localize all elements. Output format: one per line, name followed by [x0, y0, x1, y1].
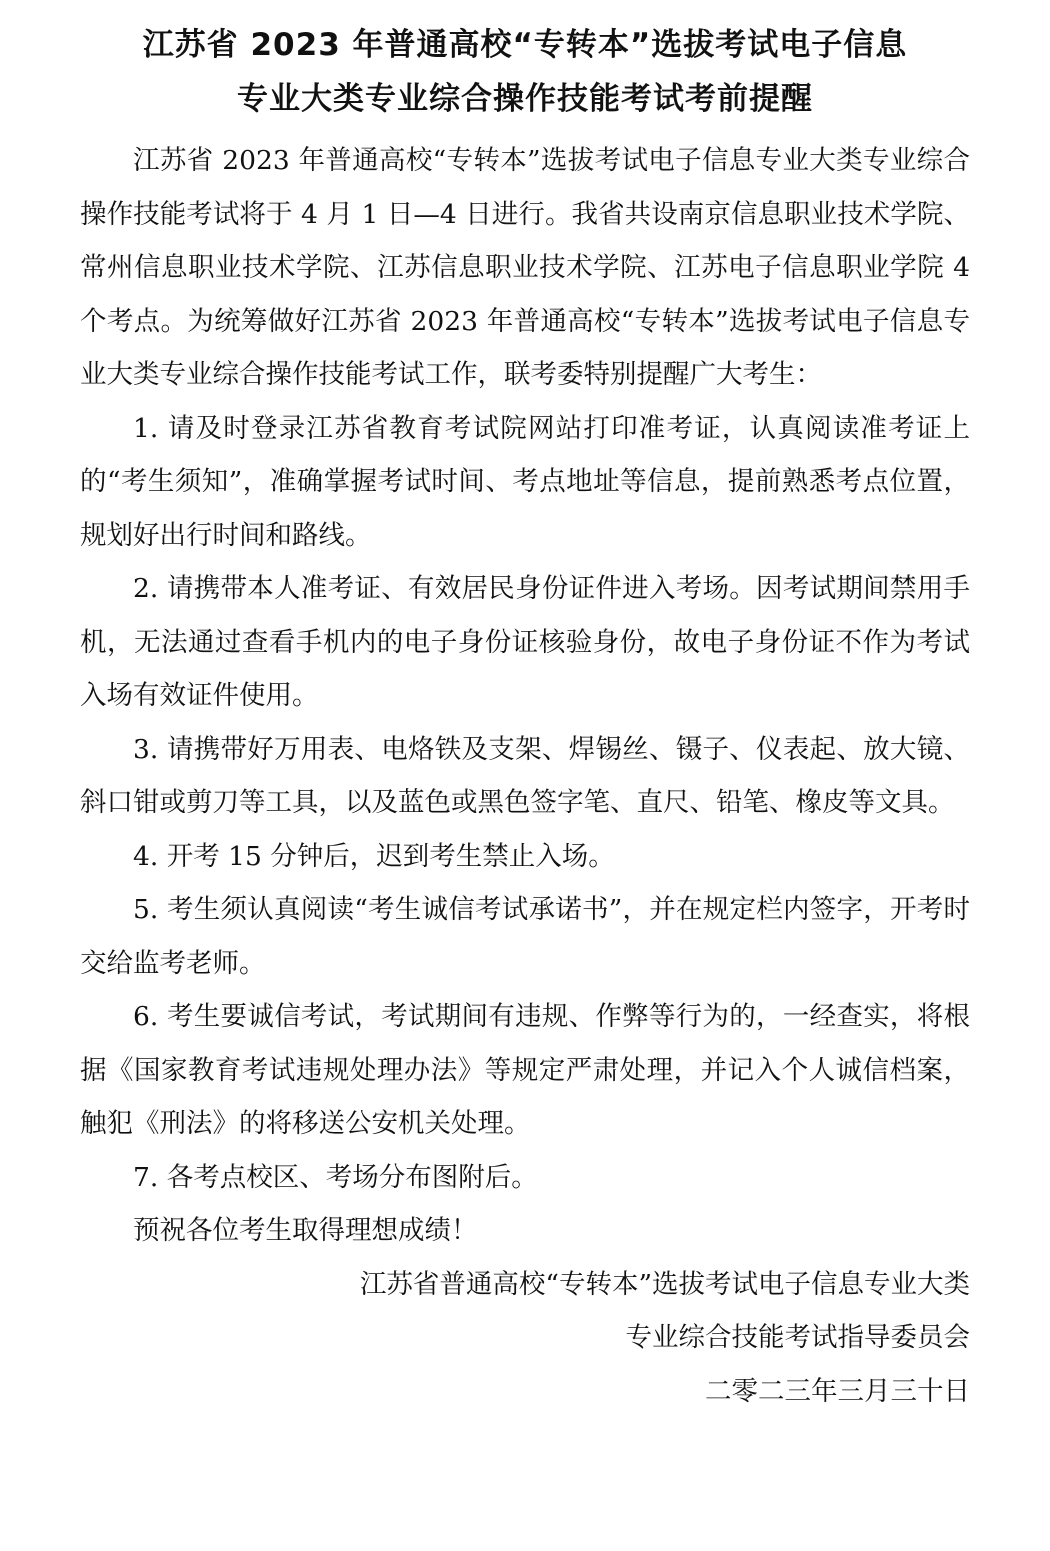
document-title [80, 18, 970, 126]
list-item-1: 1. 请及时登录江苏省教育考试院网站打印准考证，认真阅读准考证上的“考生须知”，准确掌握考试时间、考点地址等信息，提前熟悉考点位置，规划好出行时间和路线。 [80, 412, 970, 551]
list-item-5: 5. 考生须认真阅读“考生诚信考试承诺书”，并在规定栏内签字，开考时交给监考老师。 [80, 894, 970, 979]
list-item-3: 3. 请携带好万用表、电烙铁及支架、焊锡丝、镊子、仪表起、放大镜、斜口钳或剪刀等工具，以及蓝色或黑色签字笔、直尺、铅笔、橡皮等文具。 [80, 733, 970, 818]
notice-body [80, 134, 970, 1258]
list-item-2: 2. 请携带本人准考证、有效居民身份证件进入考场。因考试期间禁用手机，无法通过查看手机内的电子身份证核验身份，故电子身份证不作为考试入场有效证件使用。 [80, 573, 970, 711]
signature-org-line-2: 专业综合技能考试指导委员会 [625, 1322, 970, 1353]
title-line-2: 专业大类专业综合操作技能考试考前提醒 [237, 81, 813, 117]
title-line-1: 江苏省 2023 年普通高校“专转本”选拔考试电子信息 [142, 27, 908, 63]
signature-org-line-1: 江苏省普通高校“专转本”选拔考试电子信息专业大类 [359, 1268, 970, 1300]
list-item-6: 6. 考生要诚信考试，考试期间有违规、作弊等行为的，一经查实，将根据《国家教育考试违规处理办法》等规定严肃处理，并记入个人诚信档案，触犯《刑法》的将移送公安机关处理。 [80, 1001, 970, 1139]
list-item-4: 4. 开考 15 分钟后，迟到考生禁止入场。 [133, 840, 615, 872]
closing-wish: 预祝各位考生取得理想成绩！ [133, 1215, 478, 1246]
signature-date: 二零二三年三月三十日 [705, 1375, 970, 1407]
list-item-7: 7. 各考点校区、考场分布图附后。 [133, 1161, 538, 1193]
signature-block [80, 1258, 970, 1419]
intro-paragraph: 江苏省 2023 年普通高校“专转本”选拔考试电子信息专业大类专业综合操作技能考试将于 4 月 1 日—4 日进行。我省共设南京信息职业技术学院、常州信息职业技术学院、江苏信息职业技术学院、江苏电子信息职业学院 4 个考点。为统筹做好江苏省 2023 年普通高校“专转本”选拔考试电子信息专业大类专业综合操作技能考试工作，联考委特别提醒广大考生： [80, 145, 970, 390]
